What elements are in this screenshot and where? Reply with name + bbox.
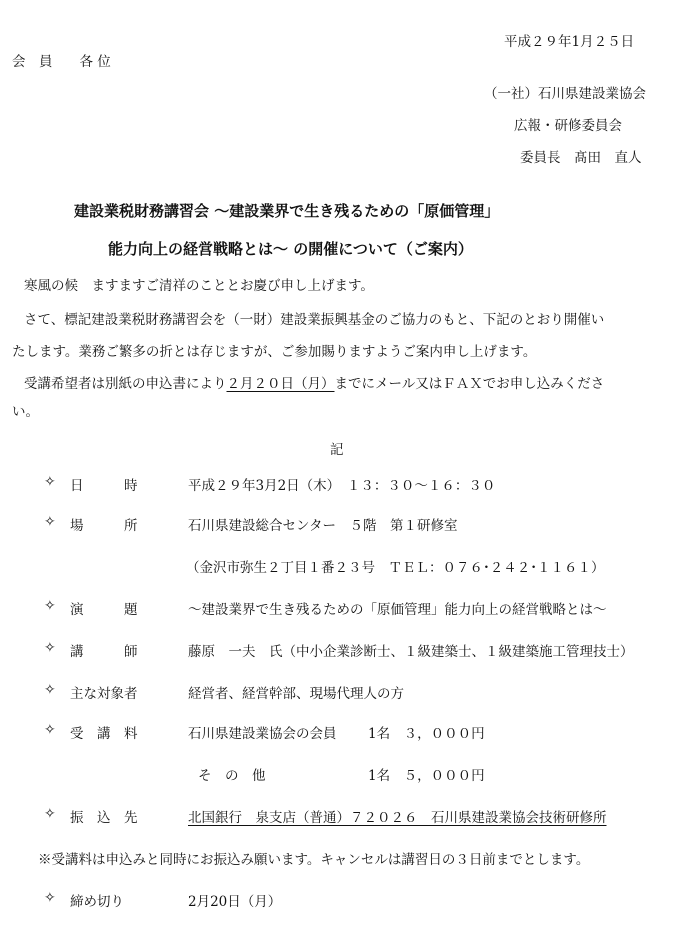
- place-label: 場 所: [70, 518, 138, 534]
- lecturer-value: 藤原 一夫 氏（中小企業診断士、１級建築士、１級建築施工管理技士）: [188, 644, 634, 660]
- bullet-icon: ✧: [44, 806, 56, 822]
- fee-other-amount: 1名 ５，０００円: [368, 768, 485, 784]
- datetime-label: 日 時: [70, 478, 138, 494]
- document-date: 平成２９年1月２５日: [504, 34, 635, 50]
- paragraph-3-post: までにメール又はＦＡＸでお申し込みくださ: [334, 376, 605, 392]
- bullet-icon: ✧: [44, 514, 56, 530]
- audience-label: 主な対象者: [70, 686, 138, 702]
- paragraph-2-line-2: たします。業務ご繁多の折とは存じますが、ご参加賜りますようご案内申し上げます。: [12, 344, 537, 360]
- title-line1: 建設業税財務講習会 ～建設業界で生き残るための「原価管理」: [74, 202, 500, 220]
- lecturer-label: 講 師: [70, 644, 138, 660]
- paragraph-3-line-1: [24, 372, 604, 392]
- fee-other: そ の 他: [198, 768, 266, 784]
- theme-value: ～建設業界で生き残るための「原価管理」能力向上の経営戦略とは～: [188, 602, 607, 618]
- bullet-icon: ✧: [44, 640, 56, 656]
- title-line2: 能力向上の経営戦略とは～ の開催について（ご案内）: [108, 240, 473, 258]
- sender-org: （一社）石川県建設業協会: [484, 86, 646, 102]
- bullet-icon: ✧: [44, 722, 56, 738]
- recipient: 会 員 各 位: [12, 54, 111, 70]
- bullet-icon: ✧: [44, 890, 56, 906]
- bullet-icon: ✧: [44, 474, 56, 490]
- transfer-value: 北国銀行 泉支店（普通）７２０２６ 石川県建設業協会技術研修所: [188, 810, 607, 826]
- transfer-label: 振 込 先: [70, 810, 138, 826]
- theme-label: 演 題: [70, 602, 138, 618]
- paragraph-2-line-1: さて、標記建設業税財務講習会を（一財）建設業振興基金のご協力のもと、下記のとおり開催い: [24, 312, 605, 328]
- bullet-icon: ✧: [44, 598, 56, 614]
- fee-member: 石川県建設業協会の会員: [188, 726, 337, 742]
- paragraph-3-deadline: ２月２０日（月）: [226, 376, 335, 392]
- paragraph-3-line-2: い。: [12, 404, 39, 420]
- deadline-value: 2月20日（月）: [188, 894, 282, 910]
- fee-label: 受 講 料: [70, 726, 138, 742]
- bullet-icon: ✧: [44, 682, 56, 698]
- greeting: 寒風の候 ますますご清祥のこととお慶び申し上げます。: [24, 278, 374, 294]
- payment-note: ※受講料は申込みと同時にお振込み願います。キャンセルは講習日の３日前までとします。: [38, 852, 590, 868]
- sender-committee: 広報・研修委員会: [514, 118, 622, 134]
- deadline-label: 締め切り: [70, 894, 124, 910]
- ki-heading: 記: [330, 442, 344, 458]
- paragraph-3-pre: 受講希望者は別紙の申込書により: [24, 376, 227, 392]
- place-value: 石川県建設総合センター ５階 第１研修室: [188, 518, 458, 534]
- audience-value: 経営者、経営幹部、現場代理人の方: [188, 686, 404, 702]
- place-address: （金沢市弥生２丁目１番２３号 ＴＥＬ：０７６･２４２･１１６１）: [186, 560, 605, 576]
- datetime-value: 平成２９年3月2日（木） １３：３０～１６：３０: [188, 478, 496, 494]
- fee-member-amount: 1名 ３，０００円: [368, 726, 485, 742]
- sender-chair: 委員長 髙田 直人: [520, 150, 642, 166]
